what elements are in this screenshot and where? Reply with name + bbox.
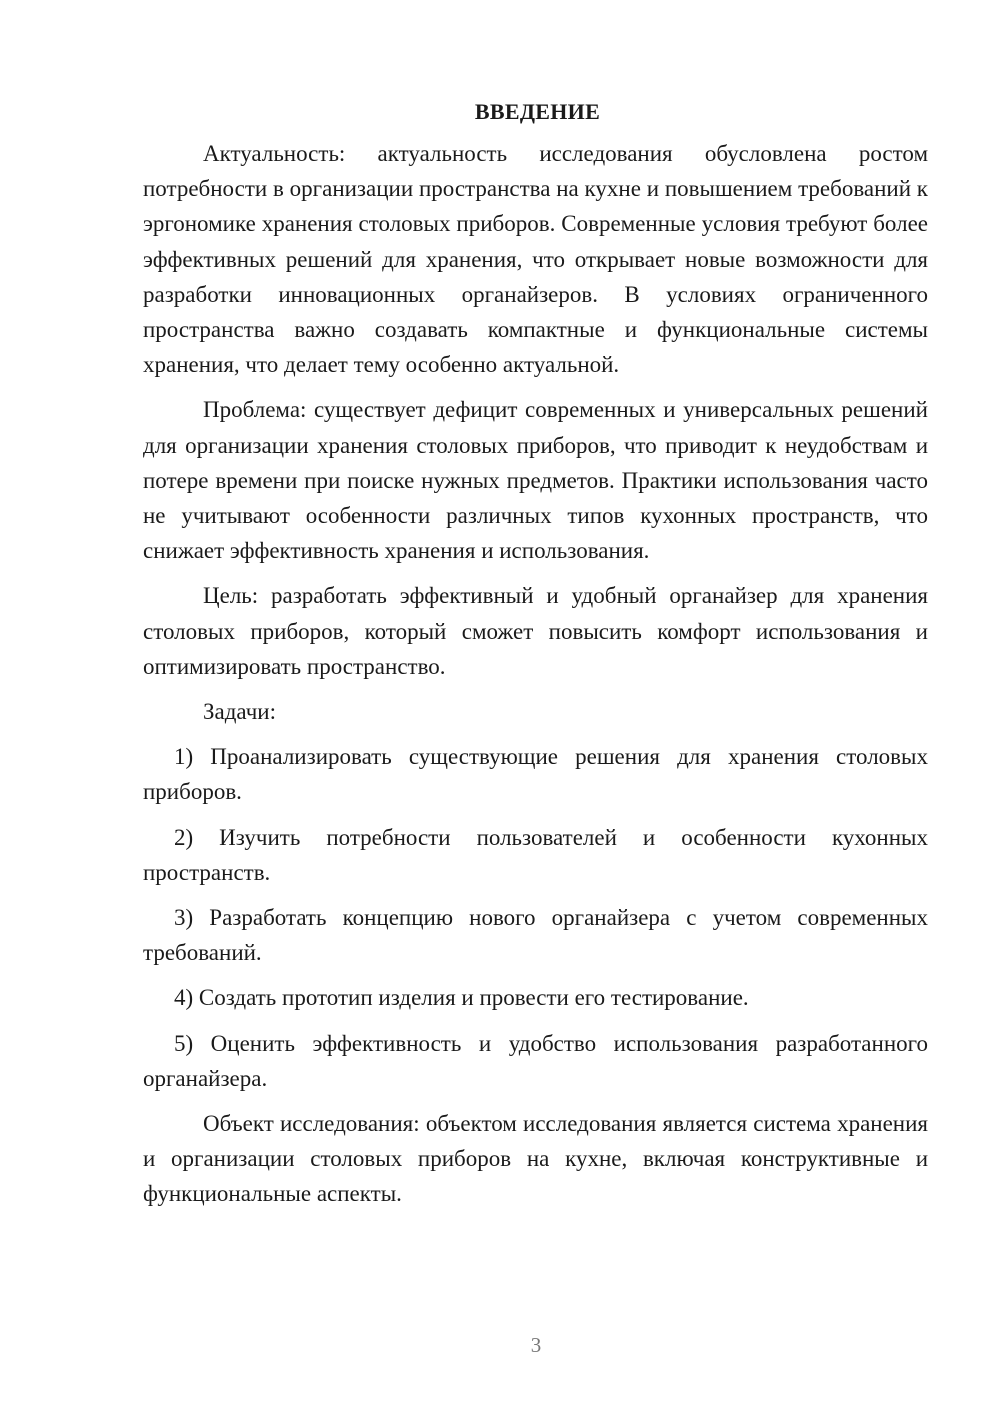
- tasks-label: Задачи:: [203, 699, 276, 725]
- section-heading: ВВЕДЕНИЕ: [474, 99, 601, 124]
- page-number: 3: [530, 1333, 542, 1357]
- task-item-1: 1) Проанализировать существующие решения для хранения столовых приборов.: [143, 744, 928, 805]
- task-item-5: 5) Оценить эффективность и удобство использования разработанного органайзера.: [143, 1030, 928, 1091]
- task-item-3: 3) Разработать концепцию нового органайзера с учетом современных требований.: [143, 905, 928, 966]
- task-item-2: 2) Изучить потребности пользователей и особенности кухонных пространств.: [143, 824, 928, 885]
- paragraph-relevance: Актуальность: актуальность исследования обусловлена ростом потребности в организации пространства на кухне и повышением требований к эргономике хранения столовых приборов. Современные условия требуют более эффективных решений для хранения, что открывает новые возможности для разработки инновационных органайзеров. В условиях ограниченного пространства важно создавать компактные и функциональные системы хранения, что делает тему особенно актуальной.: [143, 141, 928, 378]
- task-item-4: 4) Создать прототип изделия и провести его тестирование.: [174, 985, 749, 1011]
- page-content: [143, 94, 928, 1222]
- paragraph-object: Объект исследования: объектом исследования является система хранения и организации столовых приборов на кухне, включая конструктивные и функциональные аспекты.: [143, 1111, 928, 1207]
- paragraph-goal: Цель: разработать эффективный и удобный органайзер для хранения столовых приборов, который сможет повысить комфорт использования и оптимизировать пространство.: [143, 583, 928, 679]
- paragraph-problem: Проблема: существует дефицит современных и универсальных решений для организации хранения столовых приборов, что приводит к неудобствам и потере времени при поиске нужных предметов. Практики использования часто не учитывают особенности различных типов кухонных пространств, что снижает эффективность хранения и использования.: [143, 397, 928, 564]
